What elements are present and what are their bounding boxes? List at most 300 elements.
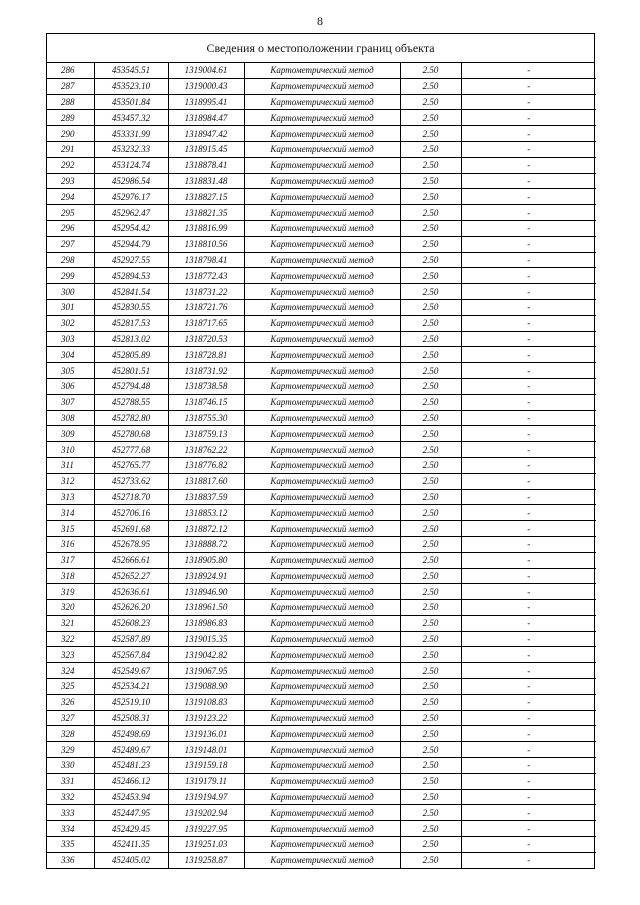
y-coordinate-cell: 1318717.65 (168, 315, 244, 331)
precision-cell: 2.50 (400, 78, 461, 94)
x-coordinate-cell: 452429.45 (94, 821, 168, 837)
table-row (47, 426, 596, 442)
y-coordinate-cell: 1318947.42 (168, 126, 244, 142)
x-coordinate-cell: 452962.47 (94, 205, 168, 221)
table-row (47, 442, 596, 458)
table-row (47, 331, 596, 347)
point-number-cell: 303 (47, 331, 94, 347)
method-cell: Картометрический метод (244, 457, 400, 473)
precision-cell: 2.50 (400, 584, 461, 600)
point-number-cell: 322 (47, 631, 94, 647)
method-cell: Картометрический метод (244, 679, 400, 695)
note-cell: - (461, 647, 596, 663)
precision-cell: 2.50 (400, 536, 461, 552)
note-cell: - (461, 299, 596, 315)
precision-cell: 2.50 (400, 758, 461, 774)
table-row (47, 220, 596, 236)
x-coordinate-cell: 453232.33 (94, 141, 168, 157)
point-number-cell: 326 (47, 694, 94, 710)
table-row (47, 773, 596, 789)
x-coordinate-cell: 452894.53 (94, 268, 168, 284)
x-coordinate-cell: 452636.61 (94, 584, 168, 600)
method-cell: Картометрический метод (244, 299, 400, 315)
point-number-cell: 328 (47, 726, 94, 742)
y-coordinate-cell: 1318816.99 (168, 220, 244, 236)
y-coordinate-cell: 1319123.22 (168, 710, 244, 726)
note-cell: - (461, 726, 596, 742)
precision-cell: 2.50 (400, 600, 461, 616)
method-cell: Картометрический метод (244, 615, 400, 631)
note-cell: - (461, 552, 596, 568)
precision-cell: 2.50 (400, 615, 461, 631)
x-coordinate-cell: 452453.94 (94, 789, 168, 805)
point-number-cell: 293 (47, 173, 94, 189)
note-cell: - (461, 426, 596, 442)
method-cell: Картометрический метод (244, 394, 400, 410)
point-number-cell: 330 (47, 758, 94, 774)
note-cell: - (461, 284, 596, 300)
point-number-cell: 304 (47, 347, 94, 363)
point-number-cell: 301 (47, 299, 94, 315)
precision-cell: 2.50 (400, 315, 461, 331)
x-coordinate-cell: 452782.80 (94, 410, 168, 426)
x-coordinate-cell: 452508.31 (94, 710, 168, 726)
note-cell: - (461, 631, 596, 647)
point-number-cell: 286 (47, 63, 94, 78)
point-number-cell: 329 (47, 742, 94, 758)
x-coordinate-cell: 452830.55 (94, 299, 168, 315)
method-cell: Картометрический метод (244, 126, 400, 142)
note-cell: - (461, 489, 596, 505)
y-coordinate-cell: 1318755.30 (168, 410, 244, 426)
table-row (47, 489, 596, 505)
point-number-cell: 306 (47, 378, 94, 394)
method-cell: Картометрический метод (244, 489, 400, 505)
precision-cell: 2.50 (400, 489, 461, 505)
method-cell: Картометрический метод (244, 758, 400, 774)
point-number-cell: 307 (47, 394, 94, 410)
precision-cell: 2.50 (400, 410, 461, 426)
precision-cell: 2.50 (400, 347, 461, 363)
method-cell: Картометрический метод (244, 521, 400, 537)
y-coordinate-cell: 1319227.95 (168, 821, 244, 837)
note-cell: - (461, 821, 596, 837)
note-cell: - (461, 758, 596, 774)
table-row (47, 94, 596, 110)
x-coordinate-cell: 453124.74 (94, 157, 168, 173)
precision-cell: 2.50 (400, 157, 461, 173)
note-cell: - (461, 94, 596, 110)
note-cell: - (461, 315, 596, 331)
table-row (47, 647, 596, 663)
x-coordinate-cell: 452678.95 (94, 536, 168, 552)
note-cell: - (461, 378, 596, 394)
y-coordinate-cell: 1318995.41 (168, 94, 244, 110)
table-row (47, 315, 596, 331)
precision-cell: 2.50 (400, 442, 461, 458)
table-row (47, 63, 596, 78)
precision-cell: 2.50 (400, 205, 461, 221)
precision-cell: 2.50 (400, 378, 461, 394)
precision-cell: 2.50 (400, 694, 461, 710)
point-number-cell: 319 (47, 584, 94, 600)
method-cell: Картометрический метод (244, 852, 400, 867)
note-cell: - (461, 742, 596, 758)
x-coordinate-cell: 452733.62 (94, 473, 168, 489)
y-coordinate-cell: 1318961.50 (168, 600, 244, 616)
note-cell: - (461, 78, 596, 94)
x-coordinate-cell: 452466.12 (94, 773, 168, 789)
note-cell: - (461, 521, 596, 537)
y-coordinate-cell: 1318853.12 (168, 505, 244, 521)
x-coordinate-cell: 452481.23 (94, 758, 168, 774)
method-cell: Картометрический метод (244, 805, 400, 821)
point-number-cell: 316 (47, 536, 94, 552)
coordinates-table (47, 63, 596, 868)
method-cell: Картометрический метод (244, 220, 400, 236)
y-coordinate-cell: 1318762.22 (168, 442, 244, 458)
table-row (47, 110, 596, 126)
method-cell: Картометрический метод (244, 631, 400, 647)
point-number-cell: 334 (47, 821, 94, 837)
note-cell: - (461, 710, 596, 726)
note-cell: - (461, 394, 596, 410)
x-coordinate-cell: 452794.48 (94, 378, 168, 394)
table-row (47, 394, 596, 410)
method-cell: Картометрический метод (244, 94, 400, 110)
y-coordinate-cell: 1318728.81 (168, 347, 244, 363)
y-coordinate-cell: 1318821.35 (168, 205, 244, 221)
table-row (47, 378, 596, 394)
x-coordinate-cell: 452765.77 (94, 457, 168, 473)
table-row (47, 78, 596, 94)
y-coordinate-cell: 1318720.53 (168, 331, 244, 347)
precision-cell: 2.50 (400, 268, 461, 284)
note-cell: - (461, 600, 596, 616)
y-coordinate-cell: 1319067.95 (168, 663, 244, 679)
y-coordinate-cell: 1318746.15 (168, 394, 244, 410)
method-cell: Картометрический метод (244, 600, 400, 616)
x-coordinate-cell: 452567.84 (94, 647, 168, 663)
table-row (47, 600, 596, 616)
table-row (47, 284, 596, 300)
point-number-cell: 321 (47, 615, 94, 631)
precision-cell: 2.50 (400, 852, 461, 867)
note-cell: - (461, 347, 596, 363)
y-coordinate-cell: 1319015.35 (168, 631, 244, 647)
method-cell: Картометрический метод (244, 821, 400, 837)
y-coordinate-cell: 1319148.01 (168, 742, 244, 758)
table-row (47, 268, 596, 284)
point-number-cell: 297 (47, 236, 94, 252)
method-cell: Картометрический метод (244, 173, 400, 189)
y-coordinate-cell: 1319000.43 (168, 78, 244, 94)
table-row (47, 694, 596, 710)
y-coordinate-cell: 1319194.97 (168, 789, 244, 805)
table-row (47, 205, 596, 221)
y-coordinate-cell: 1318946.90 (168, 584, 244, 600)
point-number-cell: 336 (47, 852, 94, 867)
method-cell: Картометрический метод (244, 236, 400, 252)
table-row (47, 457, 596, 473)
x-coordinate-cell: 452706.16 (94, 505, 168, 521)
point-number-cell: 331 (47, 773, 94, 789)
point-number-cell: 294 (47, 189, 94, 205)
note-cell: - (461, 220, 596, 236)
note-cell: - (461, 837, 596, 853)
x-coordinate-cell: 452927.55 (94, 252, 168, 268)
x-coordinate-cell: 452666.61 (94, 552, 168, 568)
y-coordinate-cell: 1318776.82 (168, 457, 244, 473)
y-coordinate-cell: 1318915.45 (168, 141, 244, 157)
method-cell: Картометрический метод (244, 410, 400, 426)
precision-cell: 2.50 (400, 710, 461, 726)
table-row (47, 141, 596, 157)
precision-cell: 2.50 (400, 299, 461, 315)
point-number-cell: 287 (47, 78, 94, 94)
table-row (47, 837, 596, 853)
note-cell: - (461, 252, 596, 268)
note-cell: - (461, 694, 596, 710)
x-coordinate-cell: 453545.51 (94, 63, 168, 78)
point-number-cell: 320 (47, 600, 94, 616)
coordinates-table-body (47, 63, 596, 868)
method-cell: Картометрический метод (244, 789, 400, 805)
table-row (47, 473, 596, 489)
y-coordinate-cell: 1318878.41 (168, 157, 244, 173)
precision-cell: 2.50 (400, 394, 461, 410)
precision-cell: 2.50 (400, 631, 461, 647)
method-cell: Картометрический метод (244, 268, 400, 284)
precision-cell: 2.50 (400, 284, 461, 300)
note-cell: - (461, 457, 596, 473)
method-cell: Картометрический метод (244, 363, 400, 379)
y-coordinate-cell: 1318798.41 (168, 252, 244, 268)
point-number-cell: 311 (47, 457, 94, 473)
point-number-cell: 333 (47, 805, 94, 821)
table-row (47, 189, 596, 205)
note-cell: - (461, 331, 596, 347)
note-cell: - (461, 173, 596, 189)
method-cell: Картометрический метод (244, 773, 400, 789)
point-number-cell: 289 (47, 110, 94, 126)
point-number-cell: 298 (47, 252, 94, 268)
table-row (47, 252, 596, 268)
page-number: 8 (317, 14, 323, 28)
method-cell: Картометрический метод (244, 647, 400, 663)
x-coordinate-cell: 452519.10 (94, 694, 168, 710)
table-row (47, 852, 596, 867)
point-number-cell: 291 (47, 141, 94, 157)
x-coordinate-cell: 452691.68 (94, 521, 168, 537)
y-coordinate-cell: 1318738.58 (168, 378, 244, 394)
point-number-cell: 324 (47, 663, 94, 679)
point-number-cell: 295 (47, 205, 94, 221)
note-cell: - (461, 442, 596, 458)
precision-cell: 2.50 (400, 552, 461, 568)
table-row (47, 631, 596, 647)
method-cell: Картометрический метод (244, 63, 400, 78)
method-cell: Картометрический метод (244, 742, 400, 758)
precision-cell: 2.50 (400, 173, 461, 189)
point-number-cell: 314 (47, 505, 94, 521)
note-cell: - (461, 473, 596, 489)
x-coordinate-cell: 453523.10 (94, 78, 168, 94)
x-coordinate-cell: 453457.32 (94, 110, 168, 126)
note-cell: - (461, 852, 596, 867)
point-number-cell: 290 (47, 126, 94, 142)
x-coordinate-cell: 452813.02 (94, 331, 168, 347)
y-coordinate-cell: 1319108.83 (168, 694, 244, 710)
precision-cell: 2.50 (400, 773, 461, 789)
table-row (47, 568, 596, 584)
table-row (47, 173, 596, 189)
y-coordinate-cell: 1319042.82 (168, 647, 244, 663)
point-number-cell: 315 (47, 521, 94, 537)
note-cell: - (461, 505, 596, 521)
precision-cell: 2.50 (400, 679, 461, 695)
method-cell: Картометрический метод (244, 110, 400, 126)
note-cell: - (461, 679, 596, 695)
precision-cell: 2.50 (400, 647, 461, 663)
y-coordinate-cell: 1318831.48 (168, 173, 244, 189)
x-coordinate-cell: 453331.99 (94, 126, 168, 142)
boundary-table-container (46, 33, 595, 869)
precision-cell: 2.50 (400, 726, 461, 742)
precision-cell: 2.50 (400, 426, 461, 442)
method-cell: Картометрический метод (244, 78, 400, 94)
table-row (47, 663, 596, 679)
y-coordinate-cell: 1318837.59 (168, 489, 244, 505)
method-cell: Картометрический метод (244, 505, 400, 521)
precision-cell: 2.50 (400, 63, 461, 78)
table-row (47, 615, 596, 631)
table-row (47, 679, 596, 695)
y-coordinate-cell: 1318924.91 (168, 568, 244, 584)
precision-cell: 2.50 (400, 742, 461, 758)
note-cell: - (461, 236, 596, 252)
precision-cell: 2.50 (400, 568, 461, 584)
y-coordinate-cell: 1318827.15 (168, 189, 244, 205)
table-row (47, 710, 596, 726)
point-number-cell: 335 (47, 837, 94, 853)
method-cell: Картометрический метод (244, 347, 400, 363)
table-row (47, 742, 596, 758)
x-coordinate-cell: 452718.70 (94, 489, 168, 505)
table-row (47, 758, 596, 774)
x-coordinate-cell: 452944.79 (94, 236, 168, 252)
note-cell: - (461, 536, 596, 552)
y-coordinate-cell: 1318872.12 (168, 521, 244, 537)
table-row (47, 521, 596, 537)
table-row (47, 505, 596, 521)
y-coordinate-cell: 1318721.76 (168, 299, 244, 315)
table-row (47, 584, 596, 600)
precision-cell: 2.50 (400, 457, 461, 473)
point-number-cell: 299 (47, 268, 94, 284)
x-coordinate-cell: 452801.51 (94, 363, 168, 379)
method-cell: Картометрический метод (244, 473, 400, 489)
point-number-cell: 308 (47, 410, 94, 426)
table-row (47, 821, 596, 837)
note-cell: - (461, 157, 596, 173)
method-cell: Картометрический метод (244, 426, 400, 442)
method-cell: Картометрический метод (244, 584, 400, 600)
x-coordinate-cell: 452954.42 (94, 220, 168, 236)
method-cell: Картометрический метод (244, 710, 400, 726)
x-coordinate-cell: 452411.35 (94, 837, 168, 853)
method-cell: Картометрический метод (244, 252, 400, 268)
method-cell: Картометрический метод (244, 378, 400, 394)
note-cell: - (461, 805, 596, 821)
precision-cell: 2.50 (400, 821, 461, 837)
y-coordinate-cell: 1318984.47 (168, 110, 244, 126)
y-coordinate-cell: 1318986.83 (168, 615, 244, 631)
note-cell: - (461, 268, 596, 284)
y-coordinate-cell: 1319258.87 (168, 852, 244, 867)
precision-cell: 2.50 (400, 110, 461, 126)
x-coordinate-cell: 452489.67 (94, 742, 168, 758)
method-cell: Картометрический метод (244, 157, 400, 173)
precision-cell: 2.50 (400, 837, 461, 853)
precision-cell: 2.50 (400, 473, 461, 489)
precision-cell: 2.50 (400, 363, 461, 379)
table-title: Сведения о местоположении границ объекта (47, 34, 594, 63)
x-coordinate-cell: 452549.67 (94, 663, 168, 679)
y-coordinate-cell: 1318817.60 (168, 473, 244, 489)
note-cell: - (461, 789, 596, 805)
x-coordinate-cell: 452841.54 (94, 284, 168, 300)
method-cell: Картометрический метод (244, 205, 400, 221)
point-number-cell: 300 (47, 284, 94, 300)
method-cell: Картометрический метод (244, 536, 400, 552)
method-cell: Картометрический метод (244, 315, 400, 331)
note-cell: - (461, 584, 596, 600)
method-cell: Картометрический метод (244, 442, 400, 458)
method-cell: Картометрический метод (244, 141, 400, 157)
precision-cell: 2.50 (400, 94, 461, 110)
x-coordinate-cell: 452986.54 (94, 173, 168, 189)
note-cell: - (461, 126, 596, 142)
note-cell: - (461, 205, 596, 221)
point-number-cell: 296 (47, 220, 94, 236)
precision-cell: 2.50 (400, 805, 461, 821)
y-coordinate-cell: 1319159.18 (168, 758, 244, 774)
point-number-cell: 327 (47, 710, 94, 726)
y-coordinate-cell: 1318810.56 (168, 236, 244, 252)
table-row (47, 789, 596, 805)
point-number-cell: 288 (47, 94, 94, 110)
x-coordinate-cell: 452608.23 (94, 615, 168, 631)
x-coordinate-cell: 452626.20 (94, 600, 168, 616)
method-cell: Картометрический метод (244, 694, 400, 710)
precision-cell: 2.50 (400, 189, 461, 205)
method-cell: Картометрический метод (244, 568, 400, 584)
method-cell: Картометрический метод (244, 284, 400, 300)
x-coordinate-cell: 452788.55 (94, 394, 168, 410)
method-cell: Картометрический метод (244, 189, 400, 205)
x-coordinate-cell: 452805.89 (94, 347, 168, 363)
point-number-cell: 332 (47, 789, 94, 805)
point-number-cell: 292 (47, 157, 94, 173)
table-row (47, 536, 596, 552)
note-cell: - (461, 410, 596, 426)
note-cell: - (461, 363, 596, 379)
point-number-cell: 313 (47, 489, 94, 505)
note-cell: - (461, 663, 596, 679)
point-number-cell: 317 (47, 552, 94, 568)
note-cell: - (461, 63, 596, 78)
